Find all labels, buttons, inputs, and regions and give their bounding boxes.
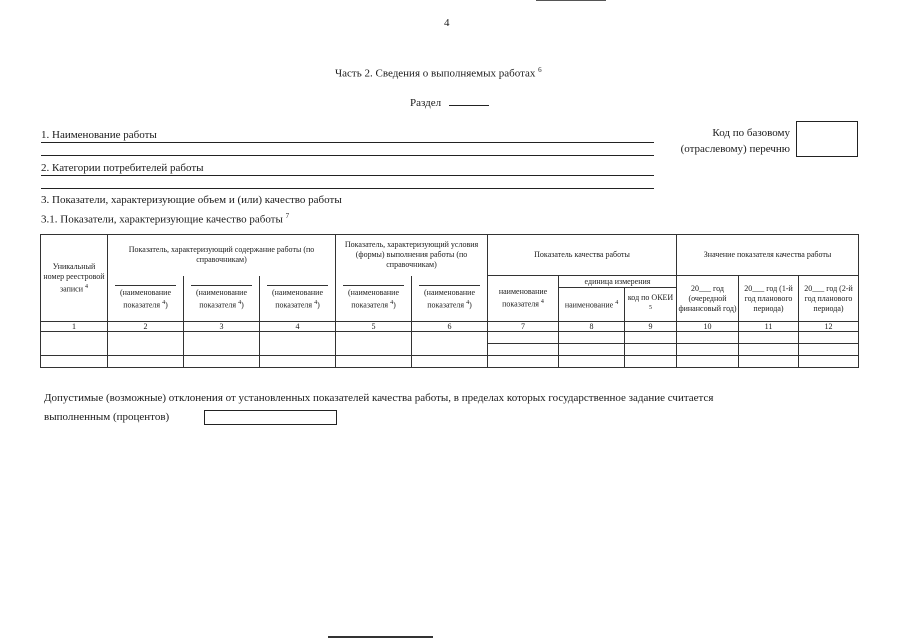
conditions-indicator-2: (наименование показателя $^4$)	[412, 276, 488, 322]
code-input-box[interactable]	[796, 121, 858, 157]
col-quality-header: Показатель качества работы	[488, 235, 677, 276]
column-numbers-row	[41, 322, 859, 332]
table-cell[interactable]	[677, 332, 739, 344]
value-year-3: 20___ год (2-й год планового периода)	[799, 276, 859, 322]
consumer-categories-underline[interactable]	[41, 175, 654, 176]
section-number-blank[interactable]	[449, 95, 489, 106]
col-unique-number-header	[41, 235, 108, 322]
quality-indicator-name-text: наименование показателя	[498, 287, 548, 309]
table-cell[interactable]	[559, 356, 625, 368]
col-unique-number-footnote: 4	[85, 283, 88, 290]
col-content-header: Показатель, характеризующий содержание работы (по справочникам)	[108, 235, 336, 276]
conditions-indicator-2-text: (наименование показателя	[424, 288, 476, 311]
work-name-underline-2[interactable]	[41, 155, 654, 156]
table-cell[interactable]	[739, 344, 799, 356]
bottom-edge-mark	[328, 636, 433, 638]
code-label-line2: (отраслевому) перечню	[680, 143, 790, 155]
section-3-1-title	[41, 212, 289, 226]
consumer-categories-label: 2. Категории потребителей работы	[41, 162, 204, 174]
top-edge-mark	[536, 0, 606, 1]
table-cell[interactable]	[799, 356, 859, 368]
col-value-header: Значение показателя качества работы	[677, 235, 859, 276]
section-label-text: Раздел	[410, 97, 442, 109]
okei-text: код по ОКЕИ	[627, 293, 674, 303]
unit-name-fn: 4	[615, 300, 619, 307]
section-label	[410, 95, 489, 109]
table-cell[interactable]	[41, 332, 108, 356]
unit-name-header	[559, 288, 625, 322]
conditions-indicator-1-text: (наименование показателя	[347, 288, 399, 311]
content-indicator-2-text: (наименование показателя	[195, 288, 247, 311]
table-cell[interactable]	[412, 332, 488, 356]
okei-header	[625, 288, 677, 322]
conditions-indicator-1-fn: 4	[390, 300, 394, 307]
table-cell[interactable]	[625, 344, 677, 356]
quality-indicator-name	[488, 276, 559, 322]
table-cell[interactable]	[559, 332, 625, 344]
unit-name-text: наименование	[564, 300, 614, 310]
table-cell[interactable]	[799, 344, 859, 356]
table-cell[interactable]	[739, 332, 799, 344]
table-cell[interactable]	[559, 344, 625, 356]
content-indicator-2-fn: 4	[238, 300, 242, 307]
column-number-7: 7	[488, 322, 559, 332]
content-indicator-2: (наименование показателя $^4$)	[184, 276, 260, 322]
work-name-underline[interactable]	[41, 142, 654, 143]
col-unique-number-text: Уникальный номер реестровой записи	[43, 261, 105, 294]
column-number-1: 1	[41, 322, 108, 332]
column-number-3: 3	[184, 322, 260, 332]
part-title	[335, 66, 542, 80]
deviations-text	[44, 389, 824, 427]
value-year-2: 20___ год (1-й год планового периода)	[739, 276, 799, 322]
column-number-11: 11	[739, 322, 799, 332]
content-indicator-3-text: (наименование показателя	[271, 288, 323, 311]
column-number-9: 9	[625, 322, 677, 332]
quality-indicator-name-fn: 4	[540, 299, 544, 306]
column-number-8: 8	[559, 322, 625, 332]
part-title-footnote: 6	[538, 66, 542, 74]
table-cell[interactable]	[625, 356, 677, 368]
table-cell[interactable]	[488, 344, 559, 356]
column-number-5: 5	[336, 322, 412, 332]
table-cell[interactable]	[260, 356, 336, 368]
content-indicator-1: (наименование показателя $^4$)	[108, 276, 184, 322]
deviations-text-line2: выполненным (процентов)	[44, 411, 170, 423]
table-row	[41, 332, 859, 344]
code-label	[650, 125, 790, 157]
table-cell[interactable]	[336, 332, 412, 356]
table-cell[interactable]	[488, 356, 559, 368]
table-cell[interactable]	[108, 332, 184, 356]
content-indicator-1-text: (наименование показателя	[119, 288, 171, 311]
table-cell[interactable]	[739, 356, 799, 368]
table-cell[interactable]	[625, 332, 677, 344]
column-number-12: 12	[799, 322, 859, 332]
consumer-categories-underline-2[interactable]	[41, 188, 654, 189]
table-cell[interactable]	[41, 356, 108, 368]
value-year-1: 20___ год (очередной финансовый год)	[677, 276, 739, 322]
page-number: 4	[444, 17, 450, 29]
col-conditions-header: Показатель, характеризующий условия (формы) выполнения работы (по справочникам)	[336, 235, 488, 276]
table-cell[interactable]	[336, 356, 412, 368]
table-row	[41, 356, 859, 368]
work-name-label: 1. Наименование работы	[41, 129, 157, 141]
content-indicator-3: (наименование показателя $^4$)	[260, 276, 336, 322]
section-3-1-footnote: 7	[285, 212, 290, 220]
table-cell[interactable]	[488, 332, 559, 344]
table-cell[interactable]	[677, 344, 739, 356]
deviations-text-line1: Допустимые (возможные) отклонения от установленных показателей качества работы, в пределах которых государственное задание считается	[44, 392, 714, 404]
conditions-indicator-1: (наименование показателя $^4$)	[336, 276, 412, 322]
table-cell[interactable]	[412, 356, 488, 368]
column-number-6: 6	[412, 322, 488, 332]
column-number-10: 10	[677, 322, 739, 332]
table-cell[interactable]	[184, 332, 260, 356]
content-indicator-3-fn: 4	[314, 300, 318, 307]
content-indicator-1-fn: 4	[162, 300, 166, 307]
table-cell[interactable]	[799, 332, 859, 344]
quality-indicators-table	[40, 234, 859, 368]
deviations-percent-input[interactable]	[204, 410, 337, 425]
table-cell[interactable]	[260, 332, 336, 356]
section-3-title: 3. Показатели, характеризующие объем и (или) качество работы	[41, 194, 342, 206]
section-3-1-text: 3.1. Показатели, характеризующие качество работы	[41, 213, 283, 226]
table-cell[interactable]	[184, 356, 260, 368]
conditions-indicator-2-fn: 4	[466, 300, 470, 307]
code-label-line1: Код по базовому	[712, 127, 790, 139]
unit-header: единица измерения	[559, 276, 677, 288]
table-cell[interactable]	[108, 356, 184, 368]
part-title-text: Часть 2. Сведения о выполняемых работах	[335, 67, 536, 80]
table-cell[interactable]	[677, 356, 739, 368]
column-number-2: 2	[108, 322, 184, 332]
okei-fn: 5	[649, 305, 653, 312]
column-number-4: 4	[260, 322, 336, 332]
